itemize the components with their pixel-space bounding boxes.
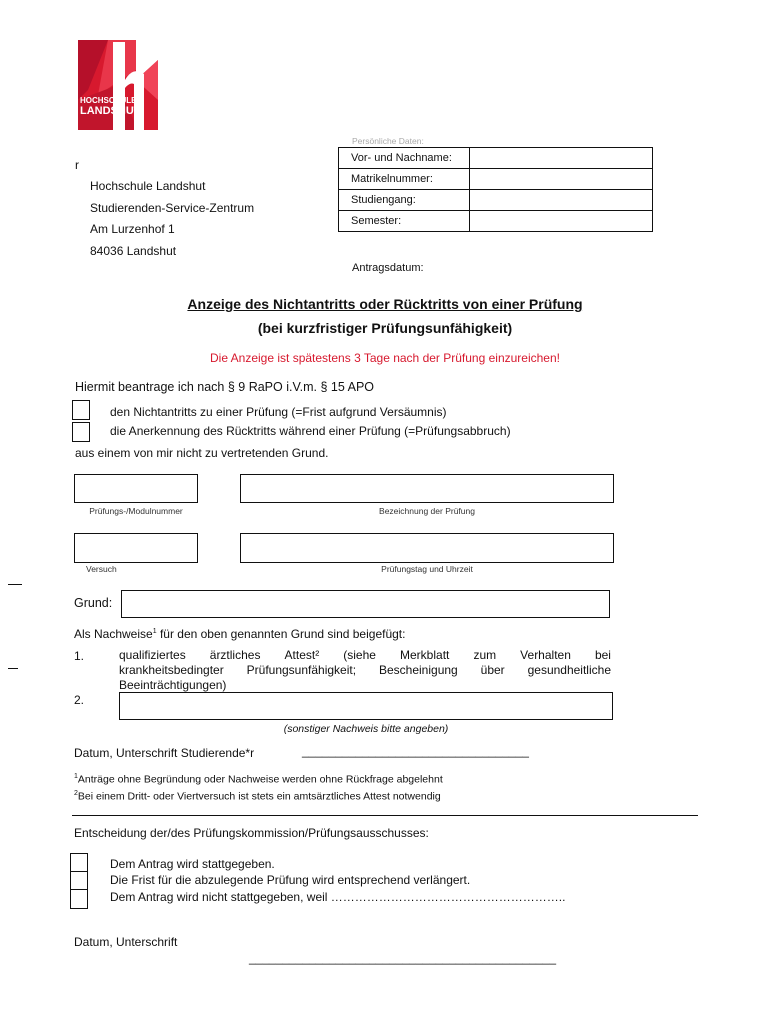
evidence-item-2-number: 2. (74, 693, 85, 707)
footnote-2: $^2$Bei einem Dritt- oder Viertversuch ist stets ein amtsärztliches Attest notwendig (74, 790, 441, 803)
decision-signature-line[interactable]: ______________________________________________ (249, 951, 556, 965)
decision-heading: Entscheidung der/des Prüfungskommission/Prüfungsausschusses: (74, 826, 429, 840)
checkbox-approved[interactable] (70, 853, 88, 873)
reason-field[interactable] (121, 590, 610, 618)
semester-field[interactable] (470, 211, 653, 232)
exam-date-field[interactable] (240, 533, 614, 563)
evidence-item-1-text (119, 648, 611, 693)
other-evidence-hint: (sonstiger Nachweis bitte angeben) (283, 723, 449, 735)
address-line: Am Lurzenhof 1 (90, 222, 175, 236)
section-divider (72, 815, 698, 816)
form-subtitle: (bei kurzfristiger Prüfungsunfähigkeit) (257, 320, 513, 336)
option-ruecktritt-label: die Anerkennung des Rücktritts während einer Prüfung (=Prüfungsabbruch) (110, 424, 511, 438)
evidence-item-1-line: Beeinträchtigungen) (119, 678, 227, 692)
evidence-item-1-line: qualifiziertes ärztliches Attest² (siehe Merkblatt zum Verhalten bei (119, 648, 611, 662)
form-title: Anzeige des Nichtantritts oder Rücktritts von einer Prüfung (187, 296, 583, 312)
request-intro: Hiermit beantrage ich nach § 9 RaPO i.V.m. § 15 APO (75, 380, 374, 394)
module-number-field[interactable] (74, 474, 198, 503)
attempt-label: Versuch (86, 564, 117, 574)
checkbox-rejected[interactable] (70, 889, 88, 909)
exam-name-label: Bezeichnung der Prüfung (379, 506, 475, 516)
module-number-label: Prüfungs-/Modulnummer (89, 506, 183, 516)
reason-statement: aus einem von mir nicht zu vertretenden Grund. (75, 446, 329, 460)
signature-line[interactable]: __________________________________ (302, 744, 529, 758)
footnote-1: $^1$Anträge ohne Begründung oder Nachweise werden ohne Rückfrage abgelehnt (74, 773, 443, 786)
name-field[interactable] (470, 148, 653, 169)
fold-mark (8, 584, 22, 585)
signature-label: Datum, Unterschrift Studierende*r (74, 746, 255, 760)
address-line: 84036 Landshut (90, 243, 177, 258)
checkbox-deadline-extended[interactable] (70, 871, 88, 891)
decision-extended-label: Die Frist für die abzulegende Prüfung wird entsprechend verlängert. (110, 873, 471, 887)
study-program-field[interactable] (470, 190, 653, 211)
evidence-item-1-number: 1. (74, 649, 85, 663)
matriculation-label: Matrikelnummer: (339, 169, 470, 190)
address-line: Hochschule Landshut (90, 179, 206, 193)
decision-approved-label: Dem Antrag wird stattgegeben. (110, 857, 275, 871)
other-evidence-field[interactable] (119, 692, 613, 720)
address-line: Studierenden-Service-Zentrum (90, 200, 255, 215)
reason-label: Grund: (74, 596, 113, 610)
decision-rejected-label: Dem Antrag wird nicht stattgegeben, weil ………………………………………………….. (110, 890, 566, 904)
application-date-label: Antragsdatum: (352, 262, 424, 274)
deadline-notice: Die Anzeige ist spätestens 3 Tage nach der Prüfung einzureichen! (209, 351, 560, 365)
attempt-field[interactable] (74, 533, 198, 563)
hochschule-logo (78, 40, 158, 130)
address-block (90, 176, 254, 262)
evidence-intro: Als Nachweise$^1$ für den oben genannten Grund sind beigefügt: (74, 627, 406, 641)
matriculation-field[interactable] (470, 169, 653, 190)
personal-data-table (338, 147, 653, 232)
address-corner-mark: r (75, 158, 79, 172)
option-nichtantritt-label: den Nichtantritts zu einer Prüfung (=Frist aufgrund Versäumnis) (110, 405, 447, 419)
study-program-label: Studiengang: (339, 190, 470, 211)
checkbox-ruecktritt[interactable] (72, 422, 90, 442)
semester-label: Semester: (339, 211, 470, 232)
name-label: Vor- und Nachname: (339, 148, 470, 169)
personal-data-heading: Persönliche Daten: (352, 136, 424, 146)
checkbox-nichtantritt[interactable] (72, 400, 90, 420)
fold-mark (8, 668, 18, 669)
exam-date-label: Prüfungstag und Uhrzeit (381, 564, 473, 574)
evidence-item-1-line: krankheitsbedingter Prüfungsunfähigkeit; Bescheinigung über gesundheitliche (119, 663, 611, 677)
logo-line2: LANDSHUT (80, 105, 141, 117)
logo-line1: HOCHSCHULE (80, 96, 137, 105)
decision-signature-label: Datum, Unterschrift (74, 935, 178, 949)
exam-name-field[interactable] (240, 474, 614, 503)
